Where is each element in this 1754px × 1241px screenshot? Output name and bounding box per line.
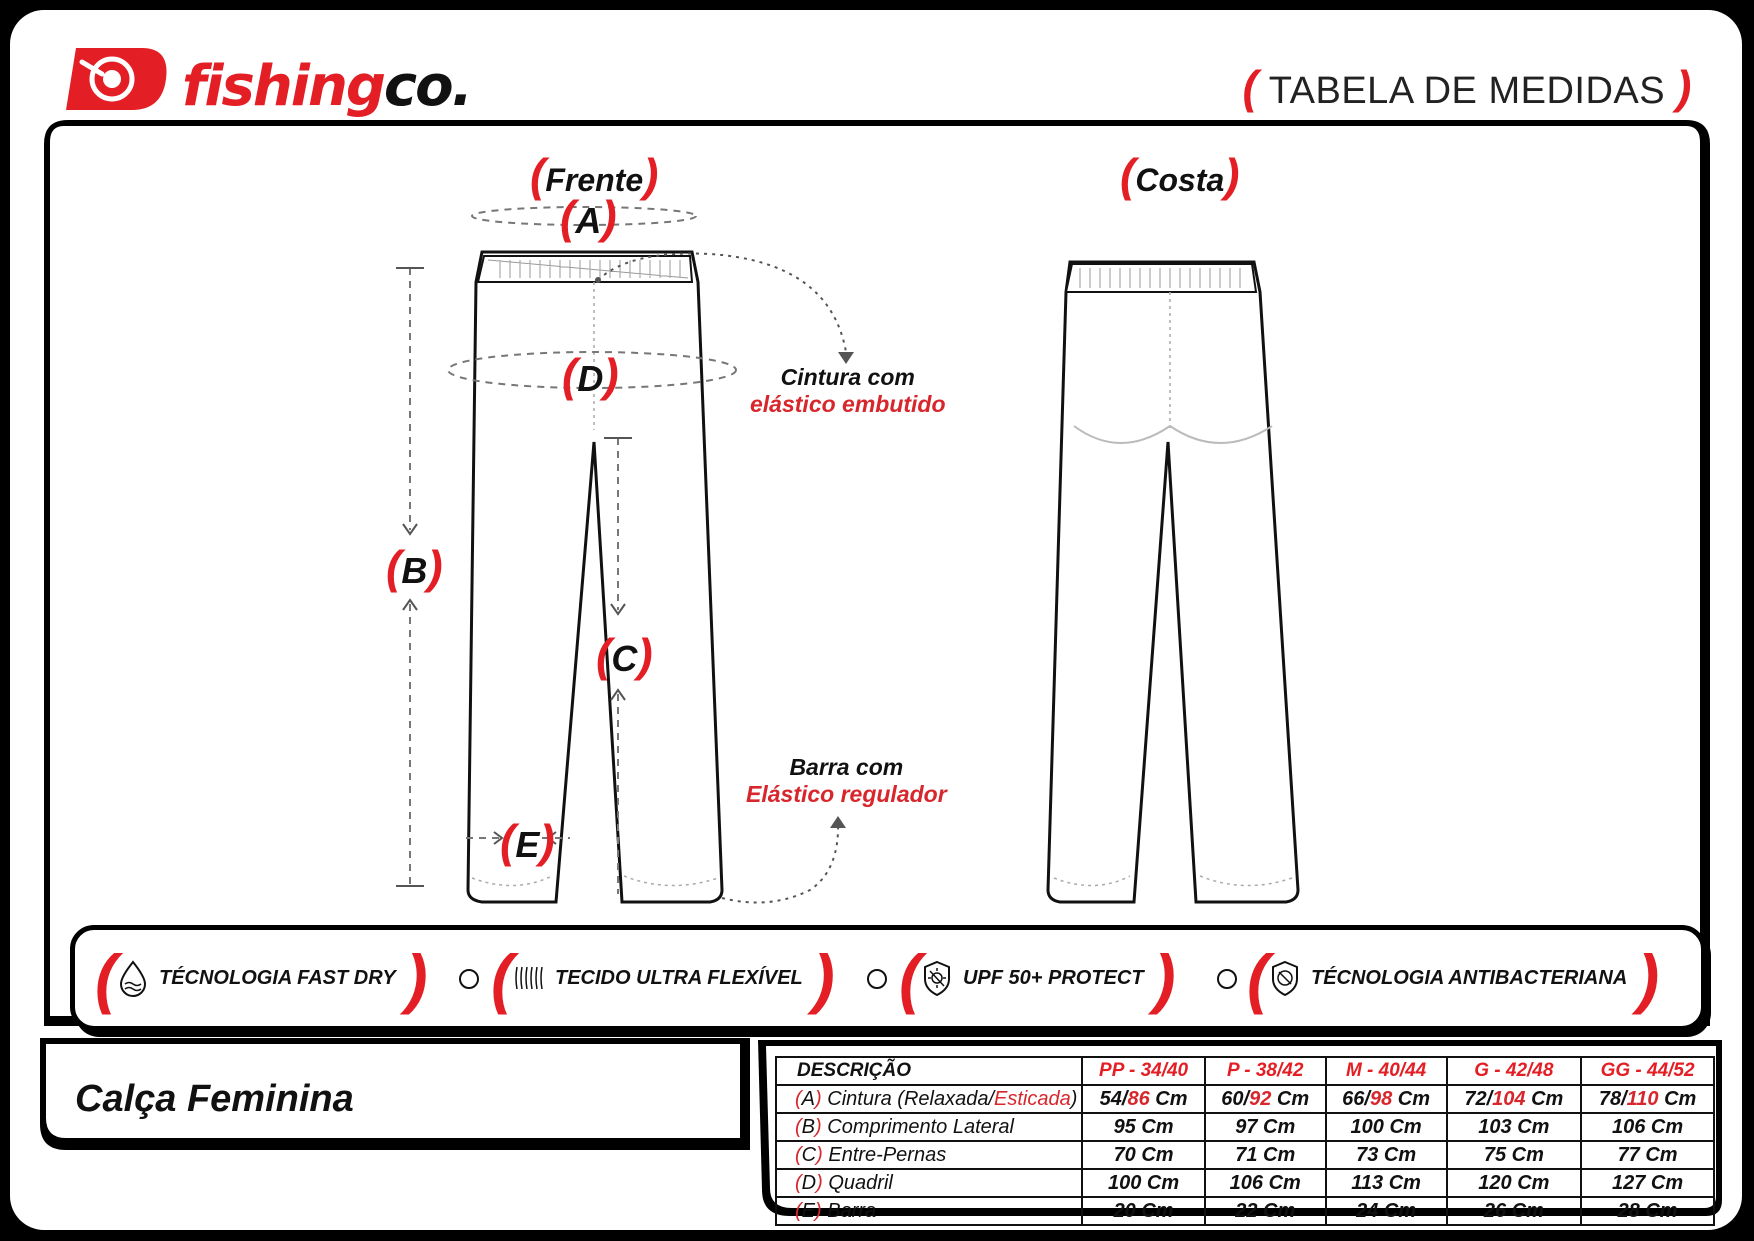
table-cell: 106 Cm (1581, 1113, 1714, 1141)
table-cell: 73 Cm (1326, 1141, 1447, 1169)
description-header: DESCRIÇÃO (776, 1057, 1082, 1085)
table-cell: 97 Cm (1205, 1113, 1326, 1141)
measure-label-b: (B) (386, 541, 443, 593)
table-cell: 100 Cm (1326, 1113, 1447, 1141)
antibacterial-shield-icon (1269, 959, 1301, 997)
table-row (776, 1197, 1714, 1225)
size-header: PP - 34/40 (1082, 1057, 1204, 1085)
table-cell: 28 Cm (1581, 1197, 1714, 1225)
table-cell: 71 Cm (1205, 1141, 1326, 1169)
fabric-stretch-icon (513, 959, 545, 997)
separator-dot (459, 969, 479, 989)
table-cell: 22 Cm (1205, 1197, 1326, 1225)
diagram-frame (10, 10, 1742, 1230)
hem-note-line2: Elástico regulador (746, 781, 947, 807)
row-label: (E) Barra (776, 1197, 1082, 1225)
row-label: (A) Cintura (Relaxada/Esticada) (776, 1085, 1082, 1113)
feature-fast-dry: ( TÉCNOLOGIA FAST DRY ) (95, 941, 428, 1015)
feature-upf: ( UPF 50+ PROTECT ) (899, 941, 1176, 1015)
table-cell: 113 Cm (1326, 1169, 1447, 1197)
size-chart-sheet (10, 10, 1742, 1230)
feature-label: TÉCNOLOGIA FAST DRY (158, 966, 396, 989)
table-cell: 103 Cm (1447, 1113, 1582, 1141)
table-cell: 66/98 Cm (1326, 1085, 1447, 1113)
table-cell: 54/86 Cm (1082, 1085, 1204, 1113)
size-header: G - 42/48 (1447, 1057, 1582, 1085)
table-cell: 24 Cm (1326, 1197, 1447, 1225)
separator-dot (867, 969, 887, 989)
feature-label: UPF 50+ PROTECT (962, 966, 1144, 989)
product-title: Calça Feminina (75, 1078, 354, 1120)
water-drop-icon (117, 959, 149, 997)
feature-label: TÉCNOLOGIA ANTIBACTERIANA (1310, 966, 1628, 989)
separator-dot (1217, 969, 1237, 989)
measure-label-a: (A) (560, 191, 617, 243)
measure-label-d: (D) (562, 349, 619, 401)
table-cell: 26 Cm (1447, 1197, 1582, 1225)
feature-flexible: ( TECIDO ULTRA FLEXÍVEL ) (491, 941, 835, 1015)
waist-note-line2: elástico embutido (750, 391, 946, 417)
size-header: GG - 44/52 (1581, 1057, 1714, 1085)
feature-label: TECIDO ULTRA FLEXÍVEL (554, 966, 803, 989)
table-cell: 127 Cm (1581, 1169, 1714, 1197)
table-cell: 100 Cm (1082, 1169, 1204, 1197)
table-cell: 95 Cm (1082, 1113, 1204, 1141)
table-cell: 106 Cm (1205, 1169, 1326, 1197)
measure-label-c: (C) (596, 629, 653, 681)
brand-name-red: fishing (182, 54, 384, 119)
row-label: (D) Quadril (776, 1169, 1082, 1197)
hem-note (746, 754, 947, 808)
front-view-label: (Frente) (530, 149, 659, 201)
measurements-table (775, 1056, 1715, 1226)
table-row (776, 1113, 1714, 1141)
row-label: (B) Comprimento Lateral (776, 1113, 1082, 1141)
table-cell: 120 Cm (1447, 1169, 1582, 1197)
table-row (776, 1141, 1714, 1169)
measure-label-e: (E) (500, 815, 555, 867)
size-header: P - 38/42 (1205, 1057, 1326, 1085)
waist-note-line1: Cintura com (780, 364, 915, 390)
page-heading-text: TABELA DE MEDIDAS (1268, 70, 1666, 112)
table-header-row (776, 1057, 1714, 1085)
table-cell: 78/110 Cm (1581, 1085, 1714, 1113)
page-heading: ( TABELA DE MEDIDAS ) (1242, 61, 1692, 113)
sun-shield-icon (921, 959, 953, 997)
table-row (776, 1169, 1714, 1197)
features-strip (70, 925, 1706, 1031)
hem-note-line1: Barra com (789, 754, 904, 780)
table-cell: 72/104 Cm (1447, 1085, 1582, 1113)
table-cell: 20 Cm (1082, 1197, 1204, 1225)
back-view-label: (Costa) (1120, 149, 1240, 201)
waist-note (750, 364, 946, 418)
table-cell: 75 Cm (1447, 1141, 1582, 1169)
feature-antibacterial: ( TÉCNOLOGIA ANTIBACTERIANA ) (1247, 941, 1660, 1015)
size-header: M - 40/44 (1326, 1057, 1447, 1085)
table-cell: 70 Cm (1082, 1141, 1204, 1169)
brand-name-black: co. (383, 54, 471, 119)
table-cell: 77 Cm (1581, 1141, 1714, 1169)
table-row (776, 1085, 1714, 1113)
table-cell: 60/92 Cm (1205, 1085, 1326, 1113)
row-label: (C) Entre-Pernas (776, 1141, 1082, 1169)
